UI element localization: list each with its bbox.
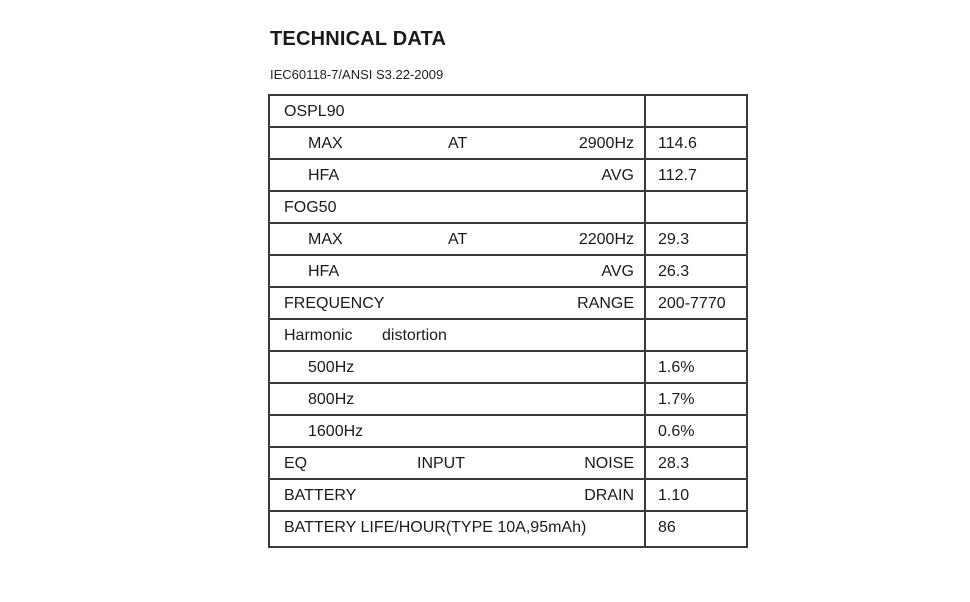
row-right-label: RANGE: [577, 295, 634, 312]
row-value: 1.6%: [658, 359, 695, 376]
row-label: MAX: [308, 231, 343, 248]
row-right-label: 2900Hz: [578, 135, 634, 152]
table-row: [270, 288, 746, 320]
table-row: [270, 224, 746, 256]
row-label: BATTERY: [284, 487, 357, 504]
table-row: [270, 256, 746, 288]
row-label: 500Hz: [308, 359, 355, 376]
row-mid-label: distortion: [382, 327, 447, 344]
standard-subtitle: IEC60118-7/ANSI S3.22-2009: [270, 67, 444, 82]
row-label: HFA: [308, 263, 340, 280]
table-row: [270, 480, 746, 512]
row-mid-label: AT: [448, 231, 468, 248]
row-value: 114.6: [658, 135, 697, 152]
row-label: FOG50: [284, 199, 337, 216]
row-right-label: NOISE: [584, 455, 634, 472]
row-value: 26.3: [658, 263, 690, 280]
row-label: EQ: [284, 455, 308, 472]
row-label: MAX: [308, 135, 343, 152]
table-row: [270, 448, 746, 480]
table-row: [270, 192, 746, 224]
row-value: 86: [658, 519, 676, 536]
row-mid-label: AT: [448, 135, 468, 152]
table-row: [270, 128, 746, 160]
row-label: OSPL90: [284, 103, 345, 120]
row-value: 0.6%: [658, 423, 695, 440]
row-right-label: AVG: [601, 167, 634, 184]
row-right-label: DRAIN: [584, 487, 634, 504]
row-value: 29.3: [658, 231, 690, 248]
row-label: HFA: [308, 167, 340, 184]
row-value: 1.10: [658, 487, 690, 504]
row-value: 1.7%: [658, 391, 695, 408]
table-row: [270, 320, 746, 352]
page-title: TECHNICAL DATA: [270, 28, 447, 50]
technical-data-table: [268, 94, 748, 548]
table-row: [270, 512, 746, 546]
table-row: [270, 96, 746, 128]
row-mid-label: INPUT: [417, 455, 465, 472]
row-label: BATTERY LIFE/HOUR(TYPE 10A,95mAh): [284, 519, 587, 536]
row-label: FREQUENCY: [284, 295, 385, 312]
table-row: [270, 416, 746, 448]
table-row: [270, 384, 746, 416]
row-value: 112.7: [658, 167, 697, 184]
row-label: 1600Hz: [308, 423, 364, 440]
row-right-label: 2200Hz: [578, 231, 634, 248]
row-label: 800Hz: [308, 391, 355, 408]
row-label: Harmonic: [284, 327, 353, 344]
row-value: 28.3: [658, 455, 690, 472]
row-right-label: AVG: [601, 263, 634, 280]
table-row: [270, 160, 746, 192]
table-row: [270, 352, 746, 384]
row-value: 200-7770: [658, 295, 726, 312]
